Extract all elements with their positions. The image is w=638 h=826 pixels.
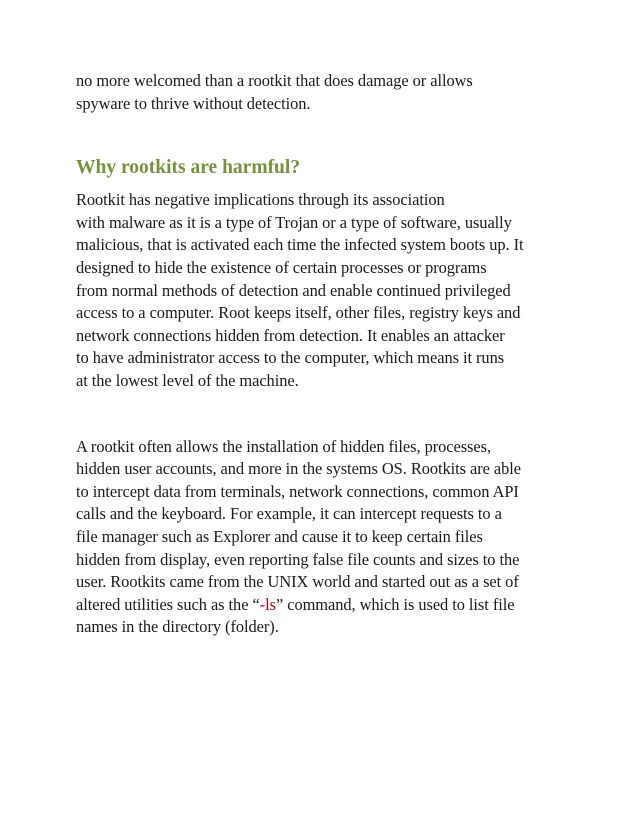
paragraph-line: to intercept data from terminals, network connections, common API	[76, 481, 519, 501]
ls-command-text: -ls	[259, 594, 276, 614]
line-text-before: altered utilities such as the “	[76, 594, 260, 614]
paragraph-line: access to a computer. Root keeps itself, other files, registry keys and	[76, 303, 521, 323]
line-text-after: ” command, which is used to list file	[275, 594, 515, 614]
intro-paragraph	[76, 70, 576, 115]
paragraph-line: malicious, that is activated each time the infected system boots up. It	[76, 235, 524, 255]
paragraph-harmful	[76, 189, 576, 392]
paragraph-line: hidden user accounts, and more in the systems OS. Rootkits are able	[76, 459, 522, 479]
paragraph-line: hidden from display, even reporting false file counts and sizes to the	[76, 549, 520, 569]
paragraph-line: calls and the keyboard. For example, it can intercept requests to a	[76, 504, 502, 524]
paragraph-line: to have administrator access to the computer, which means it runs	[76, 348, 505, 368]
paragraph-line: network connections hidden from detection. It enables an attacker	[76, 325, 505, 345]
paragraph-line: file manager such as Explorer and cause it to keep certain files	[76, 526, 483, 546]
intro-line: no more welcomed than a rootkit that does damage or allows	[76, 71, 473, 90]
paragraph-line: with malware as it is a type of Trojan or a type of software, usually	[76, 212, 512, 232]
document-body	[76, 70, 576, 639]
paragraph-line: at the lowest level of the machine.	[76, 370, 299, 390]
paragraph-line: names in the directory (folder).	[76, 617, 279, 637]
paragraph-line: designed to hide the existence of certain processes or programs	[76, 257, 487, 277]
paragraph-line: Rootkit has negative implications through its association	[76, 190, 445, 210]
paragraph-line: user. Rootkits came from the UNIX world and started out as a set of	[76, 572, 519, 592]
intro-line: spyware to thrive without detection.	[76, 93, 311, 113]
paragraph-capabilities	[76, 436, 576, 639]
paragraph-line: from normal methods of detection and enable continued privileged	[76, 280, 511, 300]
section-heading: Why rootkits are harmful?	[76, 157, 301, 179]
paragraph-line-with-command	[76, 594, 576, 617]
paragraph-line: A rootkit often allows the installation of hidden files, processes,	[76, 436, 491, 456]
